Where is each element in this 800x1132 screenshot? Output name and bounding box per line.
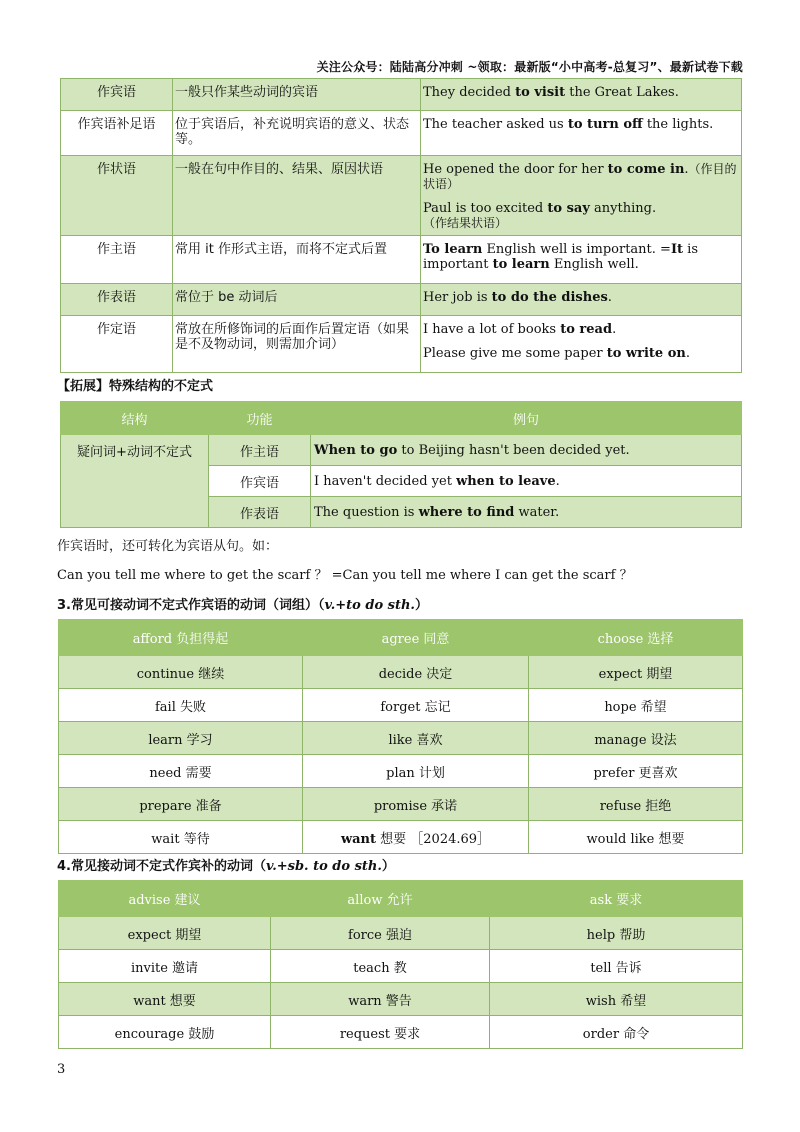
page-header: 关注公众号：陆陆高分冲刺 ~领取：最新版“小中高考-总复习”、最新试卷下载 — [316, 60, 743, 74]
column-header: afford 负担得起 — [59, 620, 303, 656]
section-4-title: 4.常见接动词不定式作宾补的动词（v.+sb. to do sth.） — [57, 859, 395, 874]
table-row — [59, 950, 743, 983]
verb-cell: plan 计划 — [303, 755, 529, 788]
column-header: allow 允许 — [271, 881, 490, 917]
verb-cell: help 帮助 — [490, 917, 743, 950]
table-row — [61, 284, 742, 316]
section-3-title: 3.常见可接动词不定式作宾语的动词（词组）（v.+to do sth.） — [57, 598, 428, 613]
example-cell — [421, 111, 742, 156]
table-row — [61, 435, 742, 466]
verb-cell: teach 教 — [271, 950, 490, 983]
example-sentence: The teacher asked us to turn off the lights. — [423, 117, 714, 132]
example-cell: I haven't decided yet when to leave. — [311, 466, 742, 497]
column-header: agree 同意 — [303, 620, 529, 656]
verb-cell: request 要求 — [271, 1016, 490, 1049]
table-row — [59, 755, 743, 788]
verb-cell: expect 期望 — [529, 656, 743, 689]
special-structure-table — [60, 401, 742, 528]
table-header-row — [59, 620, 743, 656]
table-row — [59, 689, 743, 722]
verb-cell: continue 继续 — [59, 656, 303, 689]
column-header: advise 建议 — [59, 881, 271, 917]
column-header: choose 选择 — [529, 620, 743, 656]
extension-title: 【拓展】特殊结构的不定式 — [57, 379, 214, 394]
table-row — [59, 1016, 743, 1049]
table-header-row — [59, 881, 743, 917]
verb-cell: hope 希望 — [529, 689, 743, 722]
table-row — [61, 79, 742, 111]
verbs-infinitive-complement-table — [58, 880, 743, 1049]
table-row — [61, 316, 742, 373]
desc-cell: 一般只作某些动词的宾语 — [173, 79, 421, 111]
verb-cell: tell 告诉 — [490, 950, 743, 983]
structure-cell: 疑问词+动词不定式 — [61, 435, 209, 528]
role-cell: 作主语 — [61, 236, 173, 284]
column-header: 结构 — [61, 402, 209, 435]
note-example: Can you tell me where to get the scarf ？ =Can you tell me where I can get the scarf ？ — [57, 568, 633, 583]
example-cell — [421, 316, 742, 373]
table-row — [59, 821, 743, 854]
example-sentence: They decided to visit the Great Lakes. — [423, 85, 679, 100]
example-cell: When to go to Beijing hasn't been decided yet. — [311, 435, 742, 466]
example-sentence: He opened the door for her to come in.（作目的状语） — [423, 162, 737, 191]
verb-cell: warn 警告 — [271, 983, 490, 1016]
verb-cell: manage 设法 — [529, 722, 743, 755]
table-header-row — [61, 402, 742, 435]
note-line: 作宾语时，还可转化为宾语从句。如： — [57, 539, 279, 554]
table-row — [59, 656, 743, 689]
function-cell: 作主语 — [209, 435, 311, 466]
desc-cell: 位于宾语后，补充说明宾语的意义、状态等。 — [173, 111, 421, 156]
verb-cell: would like 想要 — [529, 821, 743, 854]
verb-cell: want 想要 — [59, 983, 271, 1016]
table-row — [59, 722, 743, 755]
page-number: 3 — [57, 1062, 66, 1077]
verb-cell: like 喜欢 — [303, 722, 529, 755]
column-header: 例句 — [311, 402, 742, 435]
verb-cell: force 强迫 — [271, 917, 490, 950]
desc-cell: 常放在所修饰词的后面作后置定语（如果是不及物动词，则需加介词） — [173, 316, 421, 373]
example-cell — [421, 284, 742, 316]
example-sentence: I have a lot of books to read. — [423, 322, 617, 337]
verb-cell: want 想要 ［2024.69］ — [303, 821, 529, 854]
example-cell — [421, 156, 742, 236]
example-sentence: Paul is too excited to say anything.（作结果状语） — [423, 201, 657, 230]
role-cell: 作宾语 — [61, 79, 173, 111]
example-sentence: Her job is to do the dishes. — [423, 290, 612, 305]
example-sentence: To learn English well is important. =It is important to learn English well. — [423, 242, 698, 272]
verb-cell: fail 失败 — [59, 689, 303, 722]
verb-cell: invite 邀请 — [59, 950, 271, 983]
desc-cell: 常位于 be 动词后 — [173, 284, 421, 316]
example-cell — [421, 79, 742, 111]
role-cell: 作宾语补足语 — [61, 111, 173, 156]
column-header: ask 要求 — [490, 881, 743, 917]
role-cell: 作表语 — [61, 284, 173, 316]
example-cell — [421, 236, 742, 284]
table-row — [61, 111, 742, 156]
verb-cell: forget 忘记 — [303, 689, 529, 722]
function-cell: 作表语 — [209, 497, 311, 528]
table-row — [61, 236, 742, 284]
verb-cell: expect 期望 — [59, 917, 271, 950]
verb-cell: refuse 拒绝 — [529, 788, 743, 821]
desc-cell: 一般在句中作目的、结果、原因状语 — [173, 156, 421, 236]
desc-cell: 常用 it 作形式主语，而将不定式后置 — [173, 236, 421, 284]
verb-cell: prefer 更喜欢 — [529, 755, 743, 788]
example-sentence: Please give me some paper to write on. — [423, 346, 690, 361]
verb-cell: need 需要 — [59, 755, 303, 788]
infinitive-usage-table — [60, 78, 742, 373]
verbs-infinitive-object-table — [58, 619, 743, 854]
verb-cell: wish 希望 — [490, 983, 743, 1016]
verb-cell: prepare 准备 — [59, 788, 303, 821]
table-row — [59, 788, 743, 821]
verb-cell: wait 等待 — [59, 821, 303, 854]
table-row — [61, 156, 742, 236]
column-header: 功能 — [209, 402, 311, 435]
verb-cell: order 命令 — [490, 1016, 743, 1049]
role-cell: 作状语 — [61, 156, 173, 236]
example-cell: The question is where to find water. — [311, 497, 742, 528]
function-cell: 作宾语 — [209, 466, 311, 497]
verb-cell: promise 承诺 — [303, 788, 529, 821]
verb-cell: decide 决定 — [303, 656, 529, 689]
role-cell: 作定语 — [61, 316, 173, 373]
table-row — [59, 917, 743, 950]
verb-cell: encourage 鼓励 — [59, 1016, 271, 1049]
table-row — [59, 983, 743, 1016]
verb-cell: learn 学习 — [59, 722, 303, 755]
